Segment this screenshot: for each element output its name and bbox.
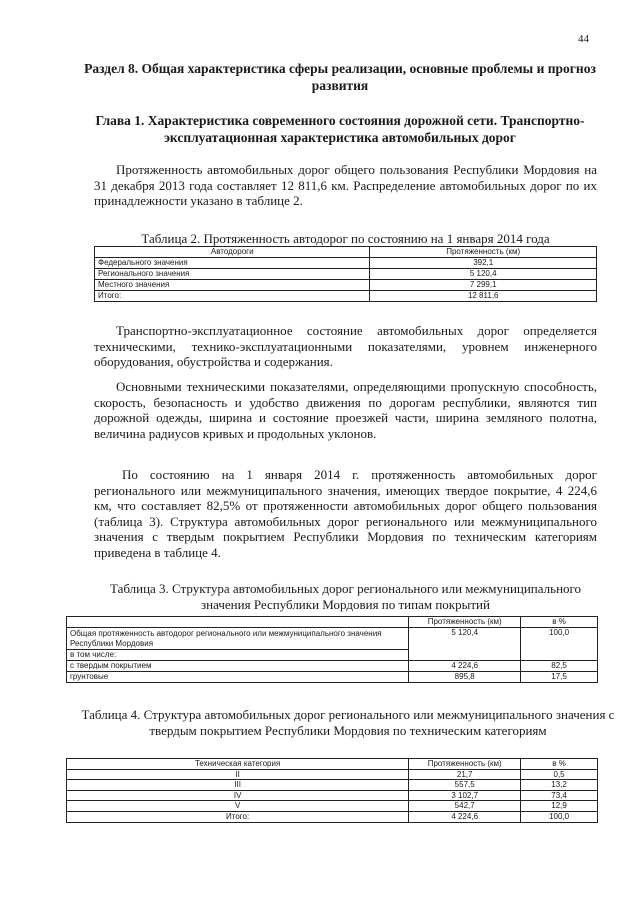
table-cell: 82,5: [521, 661, 598, 672]
table-cell: с твердым покрытием: [67, 661, 409, 672]
table-row: [67, 780, 598, 791]
table-cell: 4 224,6: [409, 661, 521, 672]
table-cell: 100,0: [521, 811, 598, 822]
table-cell: [409, 650, 521, 661]
table-cell: 17,5: [521, 672, 598, 683]
table-cell: Итого:: [67, 811, 409, 822]
table-cell: 5 120,4: [370, 269, 597, 280]
section-title: Раздел 8. Общая характеристика сферы реализации, основные проблемы и прогноз развития: [84, 61, 596, 93]
table-technical-categories: [66, 758, 598, 823]
table-cell: Регионального значения: [95, 269, 370, 280]
table-cell: II: [67, 769, 409, 780]
table-header-cell: Автодороги: [95, 247, 370, 258]
table-cell: [521, 650, 598, 661]
table-cell: V: [67, 801, 409, 812]
table-header-cell: Протяженность (км): [409, 617, 521, 628]
paragraph-transport-state: Транспортно-эксплуатационное состояние автомобильных дорог определяется техническими, технико-эксплуатационными показателями, уровнем инженерного оборудования, обустройства и содержания.: [94, 323, 597, 370]
table-row: [67, 661, 598, 672]
table-cell: 100,0: [521, 628, 598, 650]
table-row: [67, 790, 598, 801]
table-cell: 3 102,7: [409, 790, 521, 801]
table-cell: 0,5: [521, 769, 598, 780]
table-row: [95, 258, 597, 269]
table-cell: Общая протяженность автодорог регионального или межмуниципального значения Республики Мордовия: [67, 628, 409, 650]
table-row: [67, 672, 598, 683]
page-number: 44: [578, 33, 589, 45]
table-cell: в том числе:: [67, 650, 409, 661]
paragraph-hard-surface: По состоянию на 1 января 2014 г. протяженность автомобильных дорог регионального или межмуниципального значения, имеющих твердое покрытие, 4 224,6 км, что составляет 82,5% от протяженности автомобильных дорог общего пользования (таблица 3). Структура автомобильных дорог регионального или межмуниципального значения с твердым покрытием Республики Мордовия по техническим категориям приведена в таблице 4.: [94, 467, 597, 560]
table3-caption: Таблица 3. Структура автомобильных дорог регионального или межмуниципального значения Республики Мордовия по типам покрытий: [109, 581, 582, 612]
table-header-row: [95, 247, 597, 258]
table-cell: 392,1: [370, 258, 597, 269]
table-cell: 557,5: [409, 780, 521, 791]
table-header-row: [67, 617, 598, 628]
table-road-length: [94, 246, 597, 302]
table-header-cell: Протяженность (км): [409, 759, 521, 770]
table-cell: 73,4: [521, 790, 598, 801]
table-header-cell: Протяженность (км): [370, 247, 597, 258]
table-cell: Итого:: [95, 291, 370, 302]
table-cell: 21,7: [409, 769, 521, 780]
table-row: [67, 650, 598, 661]
table-header-row: [67, 759, 598, 770]
table-cell: 542,7: [409, 801, 521, 812]
table-header-cell: Техническая категория: [67, 759, 409, 770]
table-header-cell: в %: [521, 617, 598, 628]
table-row: [95, 269, 597, 280]
table-cell: IV: [67, 790, 409, 801]
table-cell: 12,9: [521, 801, 598, 812]
table-cell: грунтовые: [67, 672, 409, 683]
table-header-cell: в %: [521, 759, 598, 770]
table-row: [67, 811, 598, 822]
table-row: [95, 291, 597, 302]
table-cell: 13,2: [521, 780, 598, 791]
table-cell: Федерального значения: [95, 258, 370, 269]
table4-caption: Таблица 4. Структура автомобильных дорог регионального или межмуниципального значения с твердым покрытием Республики Мордовия по техническим категориям: [81, 707, 615, 738]
table-cell: 7 299,1: [370, 280, 597, 291]
paragraph-technical-indicators: Основными техническими показателями, определяющими пропускную способность, скорость, безопасность и удобство движения по дорогам республики, являются тип дорожной одежды, ширина и состояние проезжей части, ширина земляного полотна, величина радиусов кривых и продольных уклонов.: [94, 379, 597, 441]
chapter-title: Глава 1. Характеристика современного состояния дорожной сети. Транспортно-эксплуатационная характеристика автомобильных дорог: [95, 113, 585, 145]
table-cell: 895,8: [409, 672, 521, 683]
table-header-cell: [67, 617, 409, 628]
table-cell: Местного значения: [95, 280, 370, 291]
table2-caption: Таблица 2. Протяженность автодорог по состоянию на 1 января 2014 года: [141, 231, 550, 246]
table-cell: 4 224,6: [409, 811, 521, 822]
paragraph-road-length: Протяженность автомобильных дорог общего пользования Республики Мордовия на 31 декабря 2013 года составляет 12 811,6 км. Распределение автомобильных дорог по их принадлежности указано в таблице 2.: [94, 162, 597, 209]
table-cell: III: [67, 780, 409, 791]
table-cell: 12 811,6: [370, 291, 597, 302]
table-row: [67, 801, 598, 812]
table-row: [67, 769, 598, 780]
table-row: [95, 280, 597, 291]
table-surface-types: [66, 616, 598, 683]
table-cell: 5 120,4: [409, 628, 521, 650]
